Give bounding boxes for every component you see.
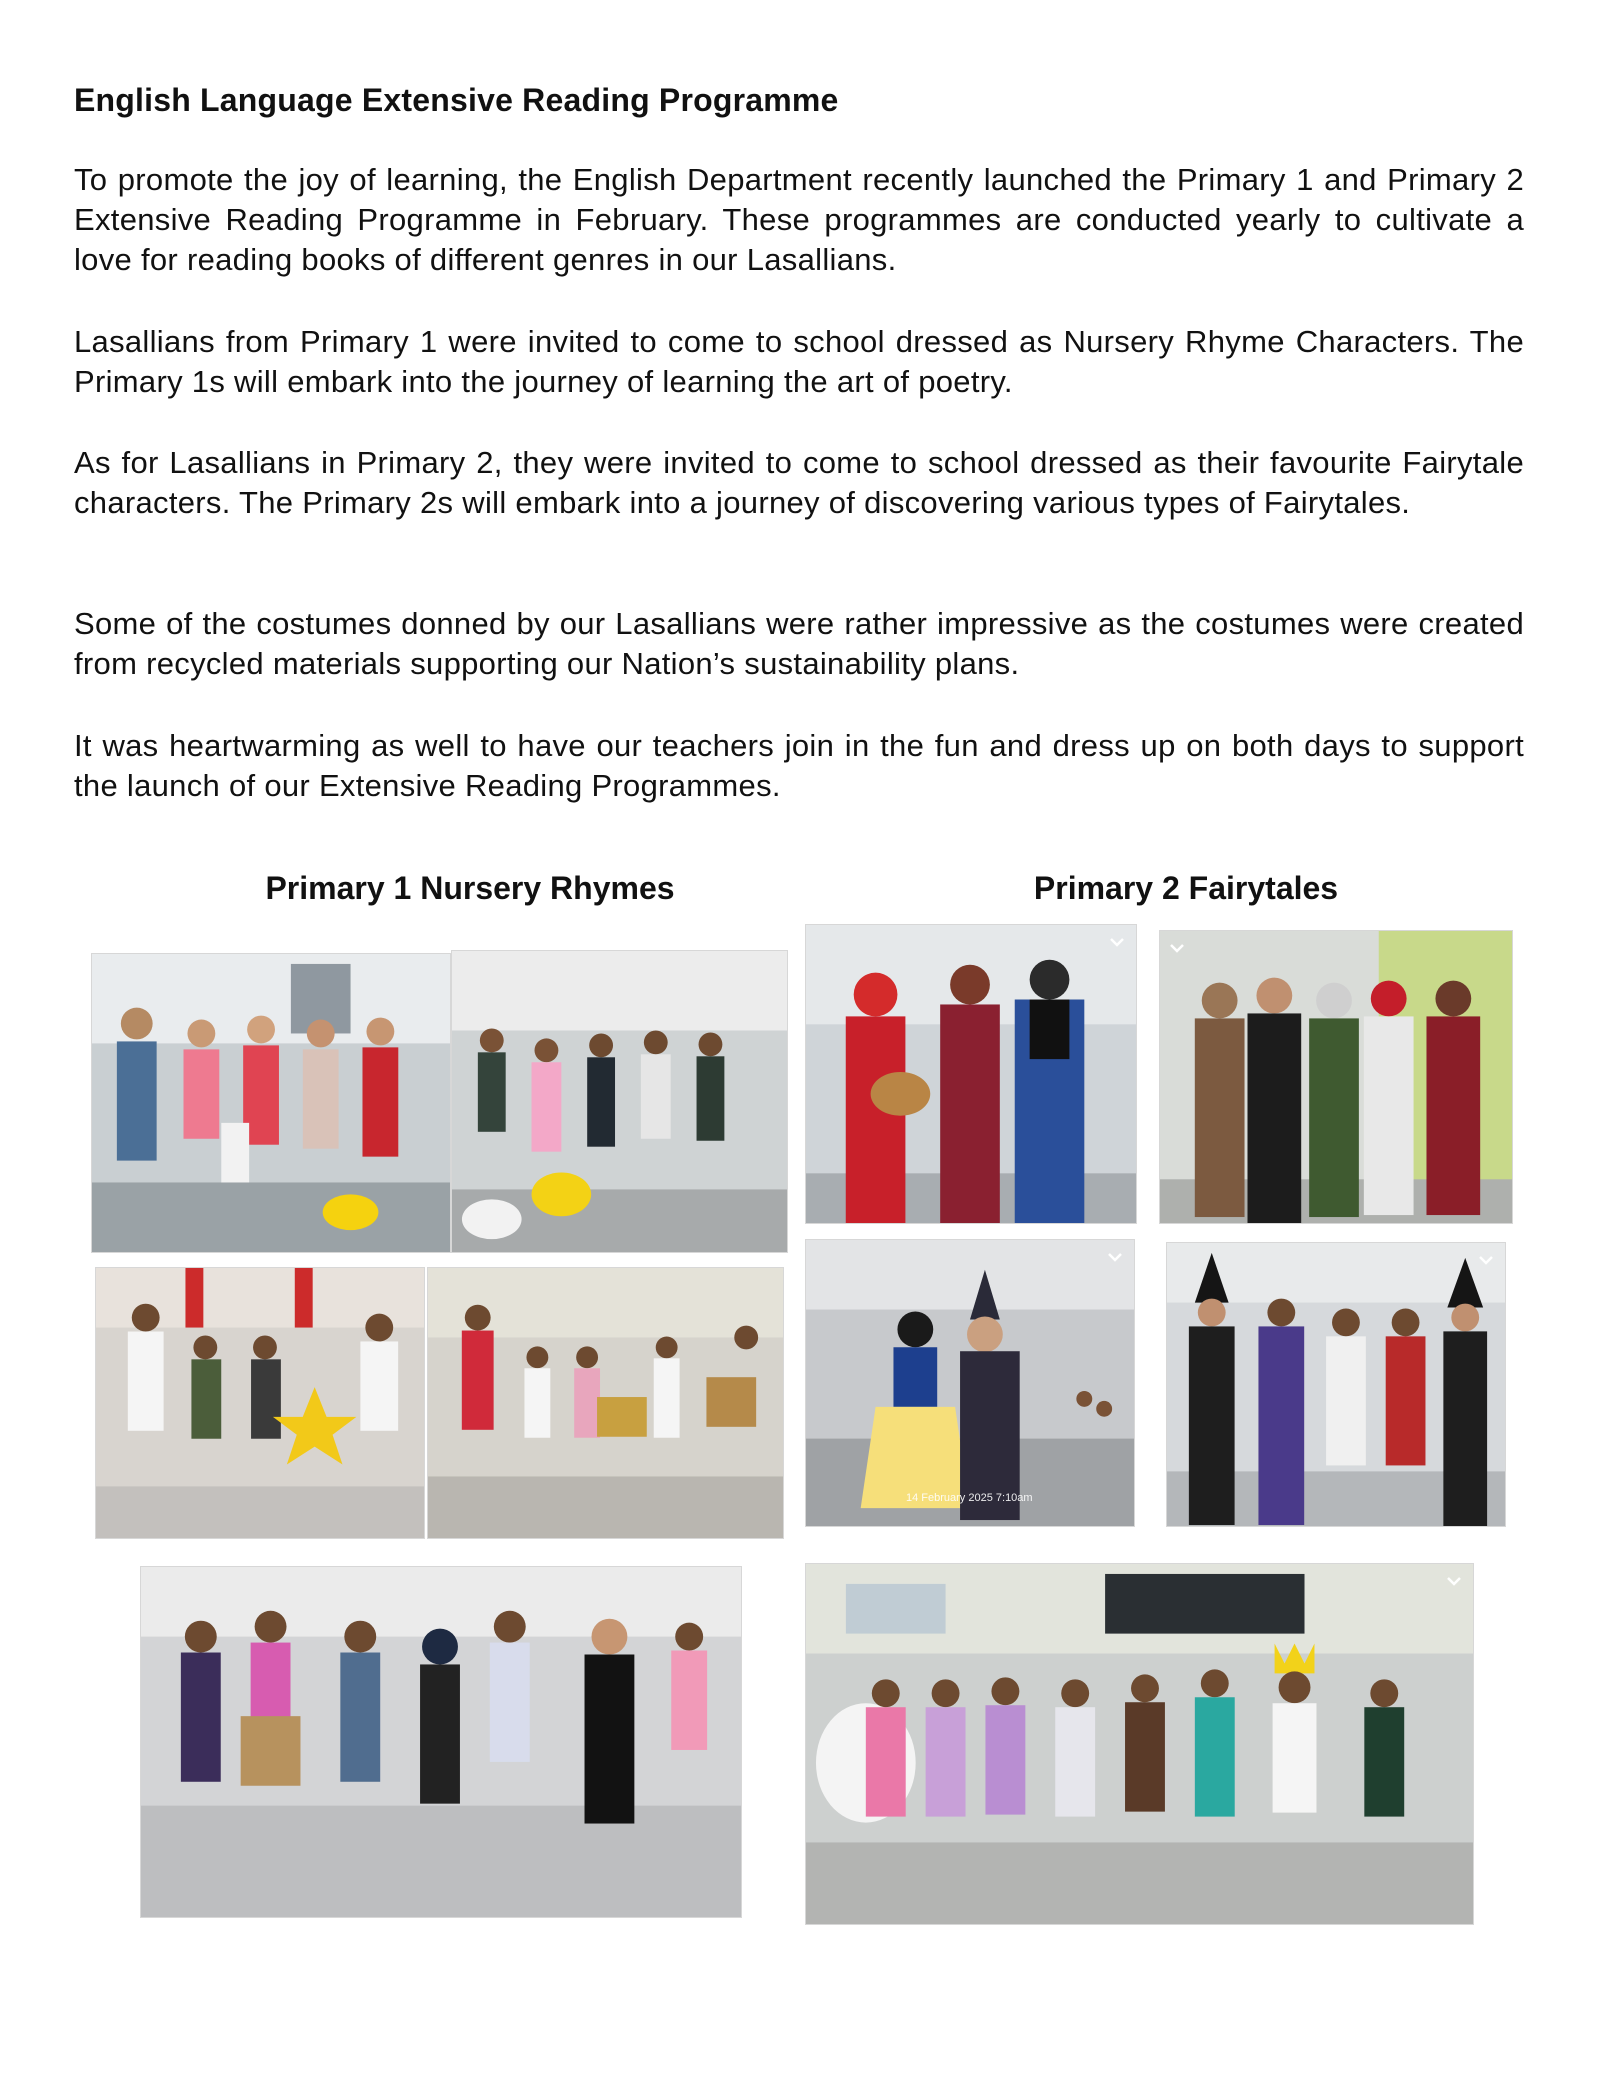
photo-timestamp: 14 February 2025 7:10am: [906, 1492, 1033, 1504]
paragraph-primary1: Lasallians from Primary 1 were invited to come to school dressed as Nursery Rhyme Characters. The Primary 1s will embark into the journey of learning the art of poetry.: [74, 324, 1524, 399]
paragraph-teachers: It was heartwarming as well to have our teachers join in the fun and dress up on both days to support the launch of our Extensive Reading Programmes.: [74, 728, 1524, 803]
photo-p1-group-animals: [140, 1566, 742, 1918]
paragraph-intro: To promote the joy of learning, the English Department recently launched the Primary 1 and Primary 2 Extensive Reading Programme in February. These programmes are conducted yearly to cultivate a love for reading books of different genres in our Lasallians.: [74, 162, 1524, 277]
paragraph-primary2: As for Lasallians in Primary 2, they were invited to come to school dressed as their favourite Fairytale characters. The Primary 2s will embark into a journey of discovering various types of Fairytales.: [74, 445, 1524, 520]
photo-p1-students-geese: [451, 950, 788, 1253]
paragraph-costumes: Some of the costumes donned by our Lasallians were rather impressive as the costumes were created from recycled materials supporting our Nation’s sustainability plans.: [74, 606, 1524, 681]
chevron-down-icon[interactable]: [1168, 939, 1186, 957]
page-title: English Language Extensive Reading Programme: [74, 82, 839, 118]
photo-p2-teachers-red-riding-hood: [805, 924, 1137, 1224]
chevron-down-icon[interactable]: [1106, 1248, 1124, 1266]
photo-p2-snow-white-wizard: [805, 1239, 1135, 1527]
photo-p1-group-teachers: [91, 953, 451, 1253]
photo-p2-class-group: [805, 1563, 1474, 1925]
chevron-down-icon[interactable]: [1445, 1572, 1463, 1590]
section-heading-primary1: Primary 1 Nursery Rhymes: [265, 870, 675, 906]
chevron-down-icon[interactable]: [1477, 1251, 1495, 1269]
chevron-down-icon[interactable]: [1108, 933, 1126, 951]
photo-p2-teachers-witch-granny: [1159, 930, 1513, 1224]
photo-p1-students-star: [95, 1267, 425, 1539]
photo-p2-wizards-students: [1166, 1242, 1506, 1527]
photo-p1-students-classroom: [427, 1267, 784, 1539]
section-heading-primary2: Primary 2 Fairytales: [1033, 870, 1339, 906]
